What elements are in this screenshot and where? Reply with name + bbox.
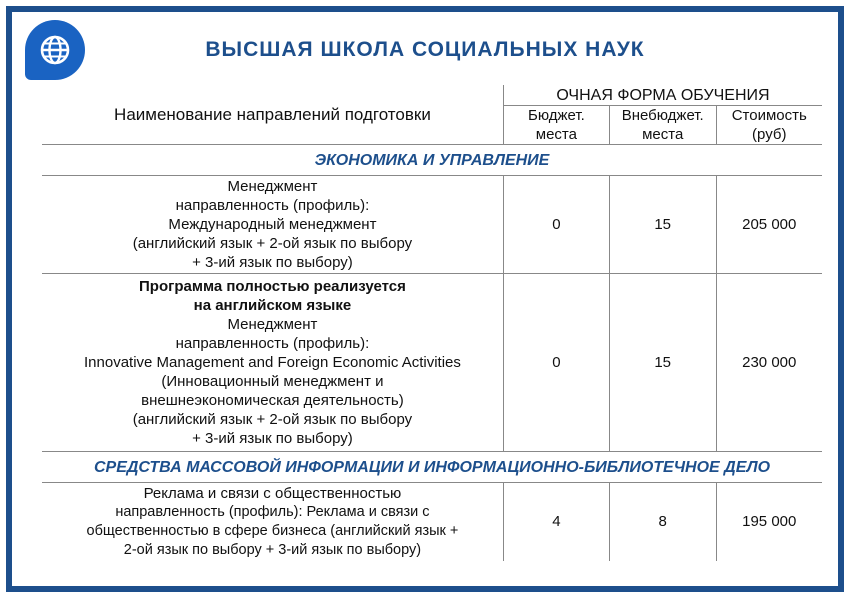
section-row <box>42 145 822 176</box>
column-header-extra-line1: Внебюджет. <box>621 107 704 124</box>
program-cell <box>42 483 503 561</box>
column-header-cost <box>716 106 822 145</box>
table-row <box>42 274 822 452</box>
program-line: направленность (профиль): <box>175 335 370 352</box>
column-header-cost-line2: (руб) <box>752 126 787 143</box>
program-line: + 3-ий язык по выбору) <box>192 430 353 447</box>
program-line: направленность (профиль): Реклама и связи с <box>115 503 430 520</box>
column-header-extra <box>609 106 716 145</box>
cost-cell: 230 000 <box>716 274 822 452</box>
program-line: + 3-ий язык по выбору) <box>192 254 353 271</box>
page-title: ВЫСШАЯ ШКОЛА СОЦИАЛЬНЫХ НАУК <box>205 38 645 61</box>
budget-places-cell: 0 <box>503 274 609 452</box>
program-line: Innovative Management and Foreign Economic Activities <box>84 354 461 371</box>
program-line: Менеджмент <box>227 316 318 333</box>
program-cell <box>42 176 503 274</box>
program-line: (английский язык + 2-ой язык по выбору <box>132 411 413 428</box>
program-line: Менеджмент <box>227 178 318 195</box>
extra-places-cell: 8 <box>609 483 716 561</box>
cost-cell: 195 000 <box>716 483 822 561</box>
section-title: ЭКОНОМИКА И УПРАВЛЕНИЕ <box>42 145 822 176</box>
column-header-budget <box>503 106 609 145</box>
table-header-row <box>42 85 822 106</box>
section-title: СРЕДСТВА МАССОВОЙ ИНФОРМАЦИИ И ИНФОРМАЦИОННО-БИБЛИОТЕЧНОЕ ДЕЛО <box>42 452 822 483</box>
extra-places-cell: 15 <box>609 176 716 274</box>
program-line: общественностью в сфере бизнеса (английский язык + <box>86 522 459 539</box>
table-row <box>42 176 822 274</box>
column-header-extra-line2: места <box>642 126 684 143</box>
program-line: (Инновационный менеджмент и <box>161 373 384 390</box>
extra-places-cell: 15 <box>609 274 716 452</box>
section-row <box>42 452 822 483</box>
program-note-line: Программа полностью реализуется <box>139 278 406 295</box>
column-header-name: Наименование направлений подготовки <box>42 85 503 145</box>
program-note-line: на английском языке <box>193 297 352 314</box>
budget-places-cell: 4 <box>503 483 609 561</box>
program-cell <box>42 274 503 452</box>
table-row <box>42 483 822 561</box>
program-line: направленность (профиль): <box>175 197 370 214</box>
program-line: Реклама и связи с общественностью <box>143 484 402 502</box>
column-header-budget-line2: места <box>535 126 577 143</box>
budget-places-cell: 0 <box>503 176 609 274</box>
program-line: внешнеэкономическая деятельность) <box>141 392 404 409</box>
column-header-cost-line1: Стоимость <box>731 107 807 124</box>
column-header-budget-line1: Бюджет. <box>527 107 585 124</box>
program-line: Международный менеджмент <box>168 216 377 233</box>
column-group-header: ОЧНАЯ ФОРМА ОБУЧЕНИЯ <box>503 85 822 106</box>
programs-table <box>42 85 822 561</box>
document-frame <box>6 6 844 592</box>
program-line: 2-ой язык по выбору + 3-ий язык по выбору) <box>123 541 422 558</box>
program-line: (английский язык + 2-ой язык по выбору <box>132 235 413 252</box>
cost-cell: 205 000 <box>716 176 822 274</box>
